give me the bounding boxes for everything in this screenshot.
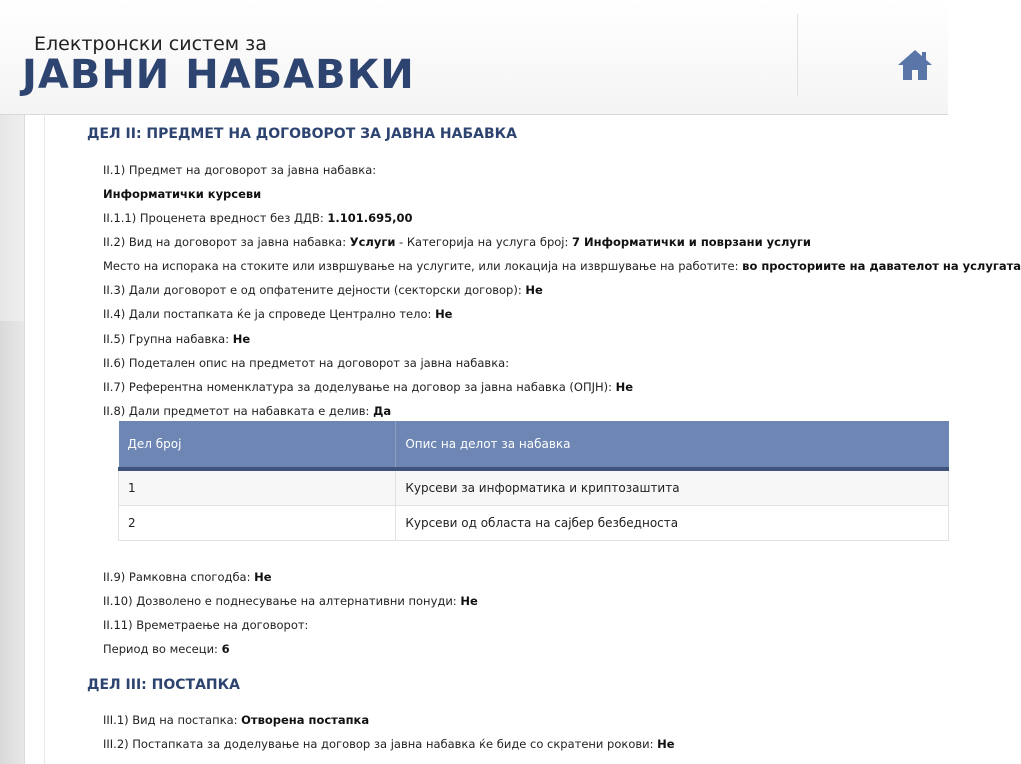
period-months-label: Период во месеци: [103, 642, 218, 656]
site-subtitle: Електронски систем за [34, 33, 267, 55]
nomenclature-label: II.7) Референтна номенклатура за доделување на договор за јавна набавка (ОПЈН): [103, 380, 613, 394]
sector-contract [103, 283, 543, 297]
shortened-deadlines-value: Не [657, 737, 675, 751]
table-row [119, 506, 949, 541]
group-procurement [103, 332, 250, 346]
framework-agreement-label: II.9) Рамковна спогодба: [103, 570, 251, 584]
estimated-value-label: II.1.1) Проценета вредност без ДДВ: [103, 211, 324, 225]
delivery-location-value: во просториите на давателот на услугата [742, 259, 1021, 273]
period-months-value: 6 [221, 642, 230, 656]
divisible [103, 404, 391, 418]
contract-duration: II.11) Времетраење на договорот: [103, 618, 309, 632]
left-sidebar [0, 115, 25, 764]
section-3-title: ДЕЛ III: ПОСТАПКА [87, 677, 240, 693]
estimated-value-amount: 1.101.695,00 [327, 211, 413, 225]
lot-number: 2 [119, 506, 396, 541]
shortened-deadlines-label: III.2) Постапката за доделување на договор за јавна набавка ќе биде со скратени рокови: [103, 737, 654, 751]
table-row [119, 469, 949, 506]
procedure-type-label: III.1) Вид на постапка: [103, 713, 238, 727]
site-title: ЈАВНИ НАБАВКИ [22, 52, 415, 98]
home-icon[interactable] [897, 48, 933, 82]
header-divider [797, 14, 798, 96]
lot-description: Курсеви за информатика и криптозаштита [396, 469, 949, 506]
framework-agreement [103, 570, 272, 584]
site-header [0, 0, 948, 115]
delivery-location-label: Место на испорака на стоките или извршување на услугите, или локација на извршување на работите: [103, 259, 739, 273]
divisible-value: Да [373, 404, 392, 418]
subject-label: II.1) Предмет на договорот за јавна набавка: [103, 163, 377, 177]
subject-value-text: Информатички курсеви [103, 187, 262, 201]
lots-table [118, 421, 949, 541]
col-lot-description: Опис на делот за набавка [396, 421, 949, 469]
nomenclature-value: Не [615, 380, 634, 394]
alternative-offers-value: Не [460, 594, 478, 608]
contract-type-label: II.2) Вид на договорот за јавна набавка: [103, 235, 347, 249]
alternative-offers-label: II.10) Дозволено е поднесување на алтернативни понуди: [103, 594, 457, 608]
sidebar-strip [0, 321, 24, 764]
subject-value [103, 187, 261, 201]
framework-agreement-value: Не [254, 570, 272, 584]
procedure-type [103, 713, 369, 727]
central-body-label: II.4) Дали постапката ќе ја спроведе Централно тело: [103, 307, 432, 321]
contract-type-value: Услуги [349, 235, 396, 249]
divisible-label: II.8) Дали предметот на набавката е делив: [103, 404, 370, 418]
service-category-label: - Категорија на услуга број: [395, 235, 569, 249]
central-body-value: Не [435, 307, 453, 321]
lots-table-header [119, 421, 949, 469]
group-procurement-label: II.5) Групна набавка: [103, 332, 230, 346]
col-lot-number: Дел број [119, 421, 396, 469]
contract-type [103, 235, 811, 249]
delivery-location [103, 259, 1021, 273]
detailed-description: II.6) Подетален опис на предметот на договорот за јавна набавка: [103, 356, 510, 370]
section-2-title: ДЕЛ II: ПРЕДМЕТ НА ДОГОВОРОТ ЗА ЈАВНА НАБАВКА [87, 126, 517, 142]
group-procurement-value: Не [232, 332, 251, 346]
service-category-value: 7 Информатички и поврзани услуги [572, 235, 811, 249]
procedure-type-value: Отворена постапка [241, 713, 370, 727]
lot-description: Курсеви од областа на сајбер безбедноста [396, 506, 949, 541]
notice-content [44, 114, 1021, 764]
nomenclature [103, 380, 633, 394]
shortened-deadlines [103, 737, 675, 751]
lot-number: 1 [119, 469, 396, 506]
alternative-offers [103, 594, 478, 608]
period-months [103, 642, 230, 656]
sector-contract-label: II.3) Дали договорот е од опфатените дејности (секторски договор): [103, 283, 522, 297]
central-body [103, 307, 453, 321]
estimated-value [103, 211, 413, 225]
sector-contract-value: Не [525, 283, 543, 297]
